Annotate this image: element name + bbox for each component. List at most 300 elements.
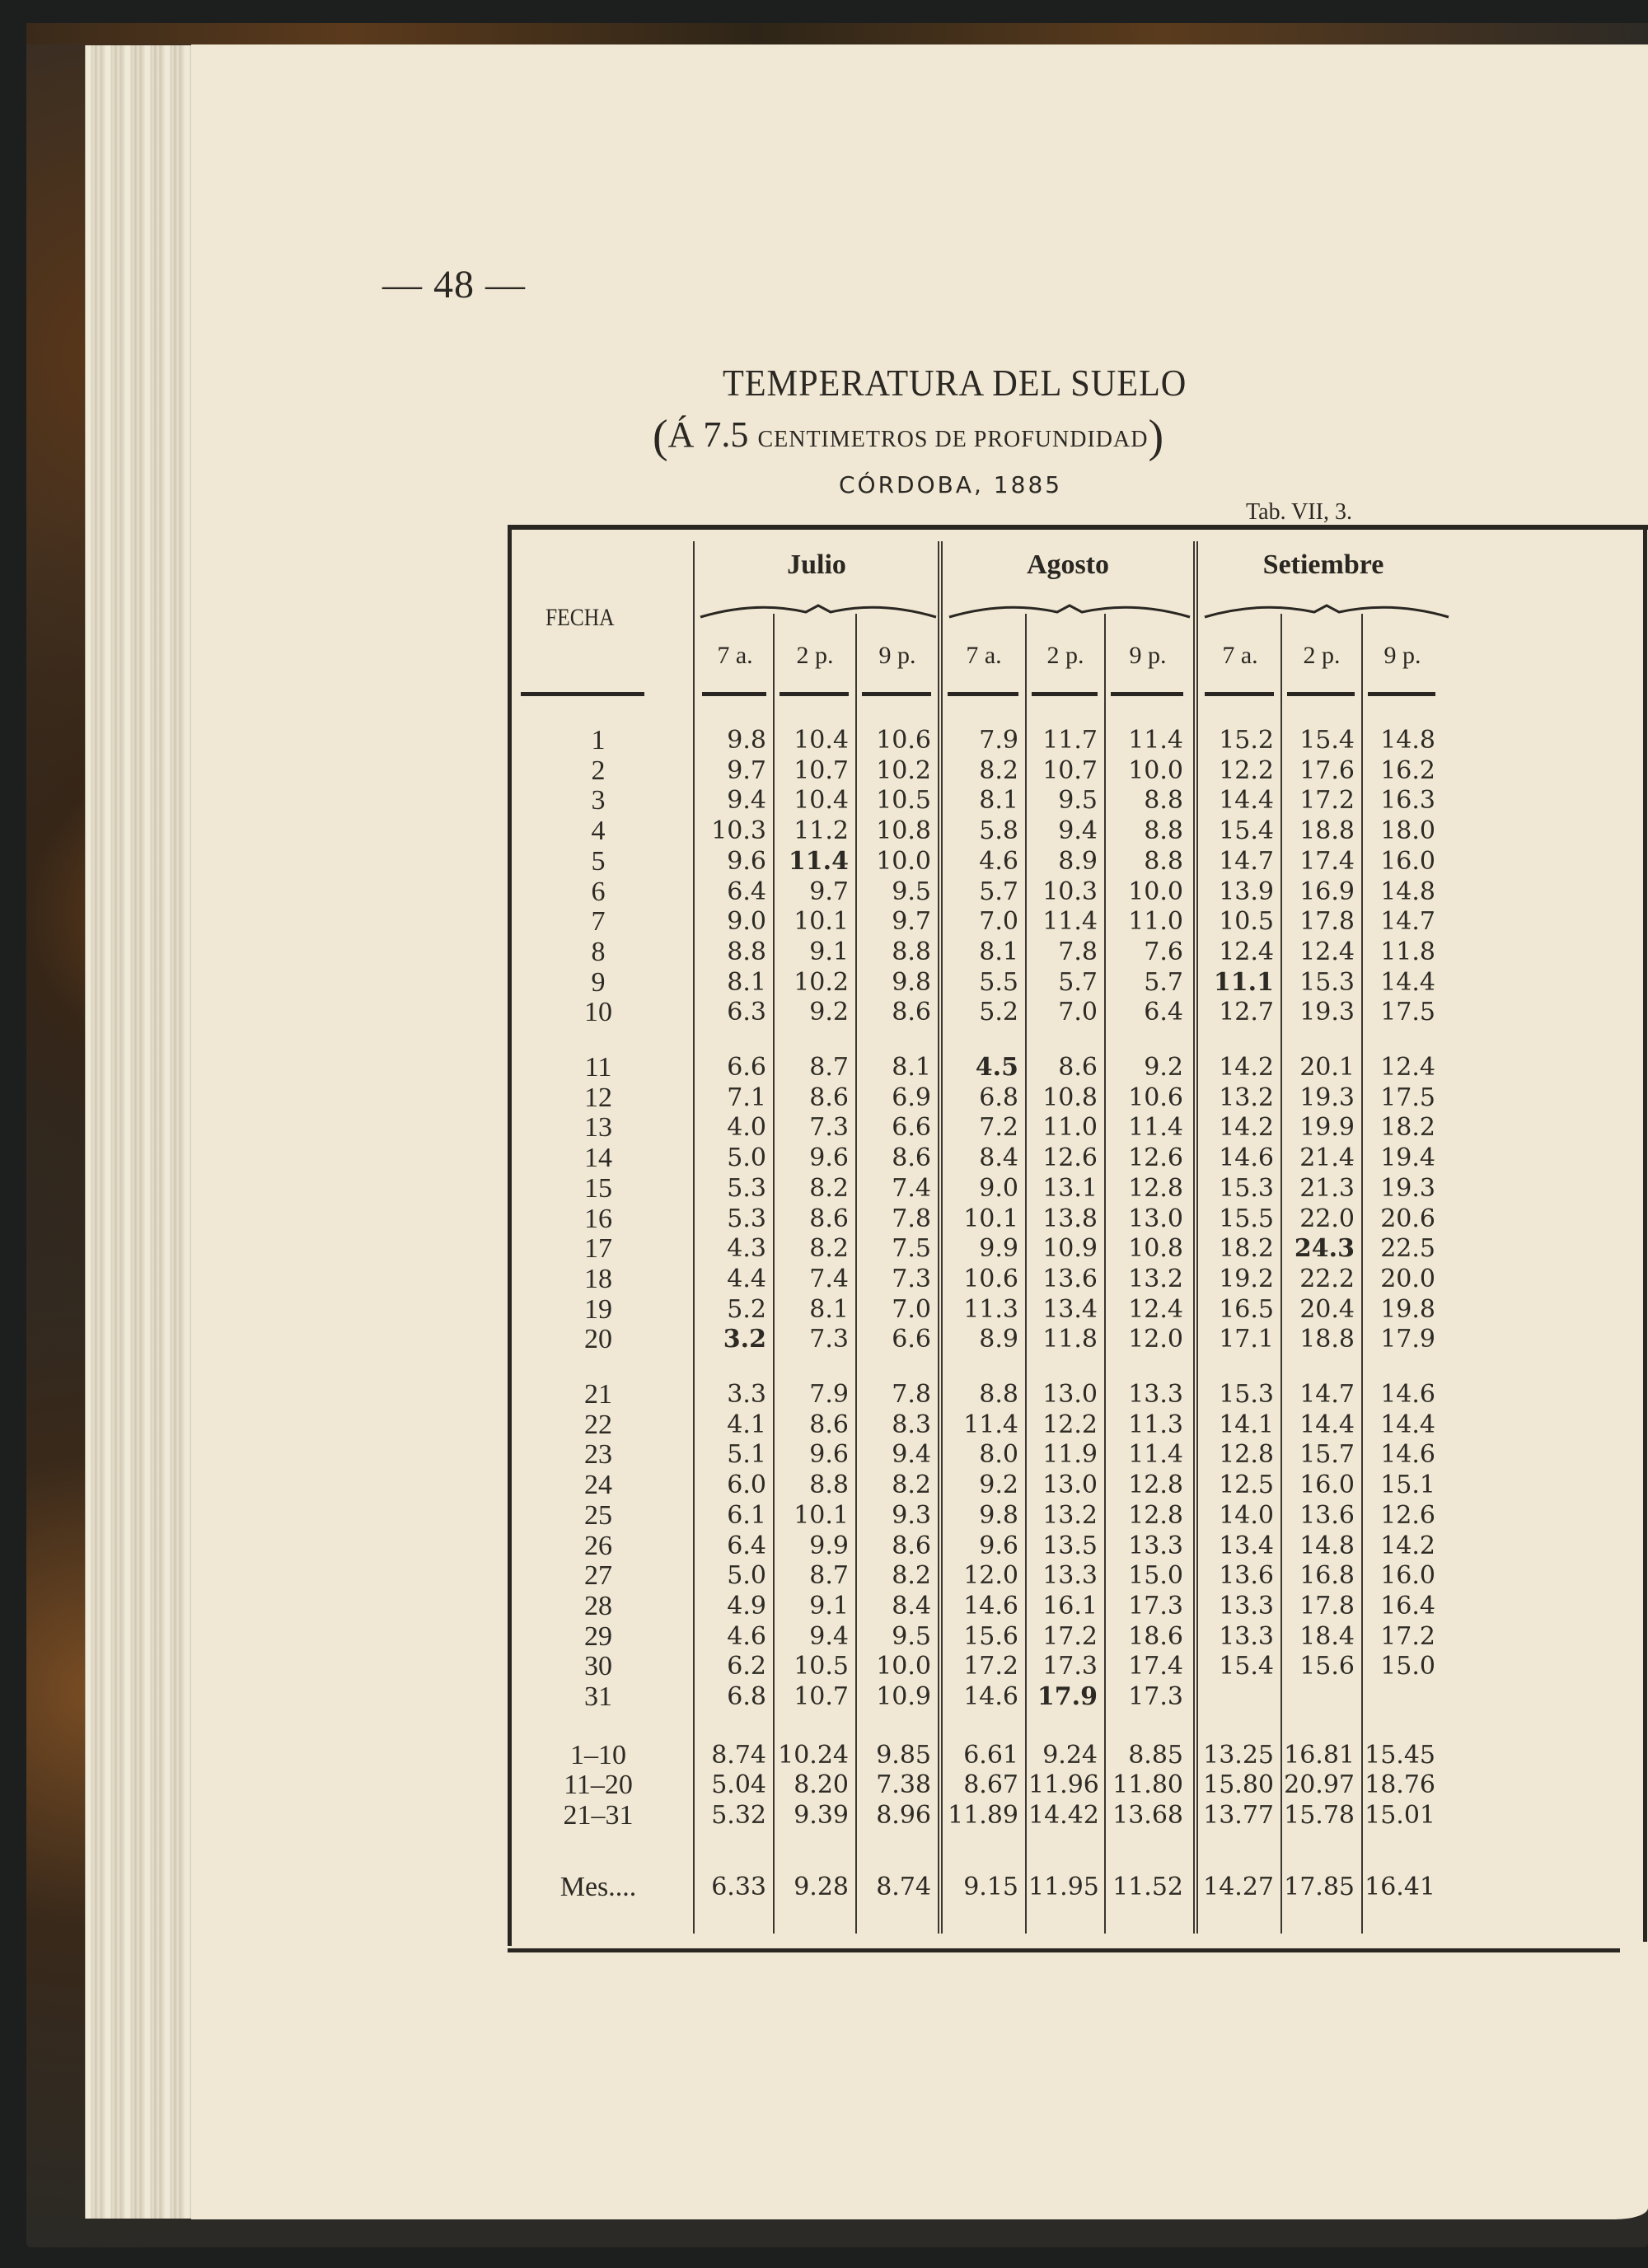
temperature-cell: 10.5: [794, 1652, 849, 1681]
date-cell: Mes....: [559, 1871, 637, 1902]
temperature-cell: 13.0: [1042, 1380, 1098, 1409]
date-cell: 10: [584, 997, 612, 1028]
temperature-cell: 7.4: [809, 1264, 849, 1293]
temperature-cell: 14.4: [1219, 786, 1274, 816]
table-row: [508, 1174, 1648, 1204]
month-mean-row: [508, 1873, 1648, 1902]
page-block-edges: [85, 45, 193, 2219]
temperature-cell: 8.96: [876, 1801, 931, 1831]
temperature-cell: 21.4: [1299, 1143, 1355, 1173]
date-cell: 26: [584, 1530, 612, 1561]
temperature-cell: 8.85: [1128, 1740, 1183, 1770]
temperature-cell: 11.95: [1028, 1872, 1099, 1901]
temperature-cell: 12.5: [1219, 1471, 1274, 1500]
table-row: [508, 1083, 1648, 1113]
temperature-cell: 14.2: [1380, 1531, 1435, 1560]
temperature-cell: 13.4: [1219, 1531, 1274, 1560]
time-column-header: 9 p.: [1129, 642, 1167, 669]
temperature-cell: 11.9: [1042, 1440, 1098, 1470]
temperature-cell: 13.3: [1219, 1621, 1274, 1651]
temperature-cell: 8.2: [809, 1173, 849, 1203]
temperature-cell: 7.5: [892, 1234, 931, 1264]
temperature-cell: 5.7: [1144, 967, 1183, 997]
temperature-cell: 13.2: [1128, 1264, 1183, 1293]
temperature-cell: 24.3: [1294, 1234, 1355, 1264]
temperature-cell: 13.3: [1128, 1380, 1183, 1409]
date-cell: 4: [591, 816, 606, 847]
temperature-cell: 12.2: [1219, 755, 1274, 785]
temperature-cell: 7.8: [892, 1380, 931, 1409]
temperature-cell: 15.80: [1203, 1770, 1274, 1800]
page-subtitle: (Á 7.5 CENTIMETROS DE PROFUNDIDAD): [653, 411, 1164, 462]
date-cell: 1: [591, 725, 606, 755]
temperature-cell: 8.8: [892, 937, 931, 966]
temperature-cell: 9.2: [979, 1471, 1018, 1500]
temperature-cell: 17.3: [1128, 1591, 1183, 1620]
brace-icon: [1203, 601, 1450, 620]
table-row: [508, 1440, 1648, 1470]
temperature-cell: 9.6: [727, 846, 766, 876]
temperature-cell: 5.7: [979, 877, 1018, 906]
temperature-cell: 8.9: [1058, 846, 1098, 876]
temperature-cell: 10.6: [876, 726, 931, 755]
temperature-cell: 20.97: [1284, 1770, 1355, 1800]
date-cell: 30: [584, 1651, 612, 1682]
temperature-cell: 8.2: [892, 1471, 931, 1500]
temperature-cell: 10.7: [794, 755, 849, 785]
table-row: [508, 1380, 1648, 1410]
temperature-cell: 8.8: [1144, 846, 1183, 876]
temperature-table: [508, 525, 1648, 1962]
table-row: [508, 1561, 1648, 1591]
header-rule: [780, 692, 849, 696]
temperature-cell: 11.4: [1128, 726, 1183, 755]
temperature-cell: 13.6: [1219, 1561, 1274, 1591]
temperature-cell: 10.9: [876, 1682, 931, 1711]
temperature-cell: 15.3: [1219, 1173, 1274, 1203]
header-rule: [1111, 692, 1183, 696]
temperature-cell: 9.8: [892, 967, 931, 997]
temperature-cell: 9.4: [892, 1440, 931, 1470]
temperature-cell: 10.0: [1128, 755, 1183, 785]
temperature-cell: 12.7: [1219, 998, 1274, 1027]
temperature-cell: 15.3: [1299, 967, 1355, 997]
table-row: [508, 847, 1648, 877]
temperature-cell: 3.3: [727, 1380, 766, 1409]
temperature-cell: 19.3: [1299, 998, 1355, 1027]
temperature-cell: 7.0: [892, 1294, 931, 1324]
table-row: [508, 907, 1648, 937]
date-cell: 6: [591, 876, 606, 907]
month-header-julio: Julio: [787, 549, 846, 580]
book-page: [191, 44, 1648, 2219]
table-row: [508, 1053, 1648, 1083]
temperature-cell: 9.85: [876, 1740, 931, 1770]
temperature-cell: 9.6: [809, 1440, 849, 1470]
temperature-cell: 10.7: [794, 1682, 849, 1711]
date-cell: 8: [591, 936, 606, 967]
table-row: [508, 1682, 1648, 1712]
temperature-cell: 11.8: [1042, 1325, 1098, 1354]
temperature-cell: 3.2: [723, 1325, 766, 1354]
temperature-cell: 9.6: [979, 1531, 1018, 1560]
temperature-cell: 9.0: [979, 1173, 1018, 1203]
temperature-cell: 10.0: [876, 846, 931, 876]
temperature-cell: 8.6: [809, 1410, 849, 1439]
temperature-cell: 10.0: [1128, 877, 1183, 906]
temperature-cell: 13.3: [1042, 1561, 1098, 1591]
table-row: [508, 1471, 1648, 1500]
temperature-cell: 9.4: [809, 1621, 849, 1651]
temperature-cell: 6.2: [727, 1652, 766, 1681]
temperature-cell: 9.7: [809, 877, 849, 906]
temperature-cell: 7.9: [979, 726, 1018, 755]
temperature-cell: 13.2: [1042, 1500, 1098, 1530]
temperature-cell: 17.2: [963, 1652, 1018, 1681]
temperature-cell: 8.0: [979, 1440, 1018, 1470]
temperature-cell: 8.2: [979, 755, 1018, 785]
temperature-cell: 14.4: [1299, 1410, 1355, 1439]
date-cell: 16: [584, 1203, 612, 1234]
table-row: [508, 1652, 1648, 1681]
table-row: [508, 726, 1648, 755]
temperature-cell: 15.01: [1365, 1801, 1435, 1831]
temperature-cell: 9.4: [727, 786, 766, 816]
temperature-cell: 11.8: [1380, 937, 1435, 966]
temperature-cell: 19.4: [1380, 1143, 1435, 1173]
temperature-cell: 7.8: [892, 1204, 931, 1233]
table-row: [508, 968, 1648, 998]
date-cell: 18: [584, 1263, 612, 1294]
temperature-cell: 6.33: [711, 1872, 766, 1901]
temperature-cell: 17.5: [1380, 1083, 1435, 1112]
table-row: [508, 1143, 1648, 1173]
temperature-cell: 5.2: [727, 1294, 766, 1324]
temperature-cell: 15.4: [1299, 726, 1355, 755]
temperature-cell: 7.3: [892, 1264, 931, 1293]
temperature-cell: 11.4: [788, 846, 849, 876]
temperature-cell: 6.1: [727, 1500, 766, 1530]
time-column-header: 2 p.: [1046, 642, 1084, 669]
date-cell: 23: [584, 1439, 612, 1471]
temperature-cell: 6.6: [892, 1113, 931, 1143]
temperature-cell: 10.6: [1128, 1083, 1183, 1112]
temperature-cell: 13.2: [1219, 1083, 1274, 1112]
temperature-cell: 11.7: [1042, 726, 1098, 755]
page-number: — 48 —: [382, 263, 526, 306]
table-row: [508, 1265, 1648, 1294]
temperature-cell: 9.5: [1058, 786, 1098, 816]
table-bottom-rule: [508, 1948, 1620, 1952]
table-row: [508, 786, 1648, 816]
temperature-cell: 11.0: [1042, 1113, 1098, 1143]
temperature-cell: 12.4: [1299, 937, 1355, 966]
brace-icon: [699, 601, 938, 620]
time-column-header: 7 a.: [1222, 642, 1258, 669]
temperature-cell: 13.0: [1128, 1204, 1183, 1233]
temperature-cell: 9.5: [892, 1621, 931, 1651]
temperature-cell: 7.0: [979, 907, 1018, 937]
table-row: [508, 816, 1648, 846]
date-cell: 28: [584, 1590, 612, 1621]
temperature-cell: 8.1: [979, 786, 1018, 816]
temperature-cell: 15.0: [1380, 1652, 1435, 1681]
temperature-cell: 7.38: [876, 1770, 931, 1800]
temperature-cell: 7.3: [809, 1113, 849, 1143]
temperature-cell: 6.4: [1144, 998, 1183, 1027]
temperature-cell: 10.8: [1128, 1234, 1183, 1264]
temperature-cell: 18.8: [1299, 816, 1355, 846]
table-row: [508, 756, 1648, 786]
temperature-cell: 8.4: [979, 1143, 1018, 1173]
temperature-cell: 13.0: [1042, 1471, 1098, 1500]
temperature-cell: 8.8: [809, 1471, 849, 1500]
temperature-cell: 17.8: [1299, 907, 1355, 937]
decade-average-row: [508, 1801, 1648, 1831]
date-cell: 22: [584, 1409, 612, 1440]
temperature-cell: 14.42: [1028, 1801, 1099, 1831]
temperature-cell: 13.25: [1203, 1740, 1274, 1770]
date-cell: 14: [584, 1143, 612, 1174]
date-cell: 27: [584, 1560, 612, 1592]
temperature-cell: 13.1: [1042, 1173, 1098, 1203]
temperature-cell: 16.2: [1380, 755, 1435, 785]
temperature-cell: 9.24: [1042, 1740, 1098, 1770]
temperature-cell: 9.7: [892, 907, 931, 937]
table-row: [508, 1113, 1648, 1143]
temperature-cell: 11.3: [963, 1294, 1018, 1324]
temperature-cell: 11.2: [794, 816, 849, 846]
date-cell: 29: [584, 1620, 612, 1652]
temperature-cell: 8.6: [892, 1531, 931, 1560]
temperature-cell: 11.4: [1042, 907, 1098, 937]
decade-average-row: [508, 1770, 1648, 1800]
date-cell: 2: [591, 755, 606, 786]
temperature-cell: 17.6: [1299, 755, 1355, 785]
temperature-cell: 4.3: [727, 1234, 766, 1264]
temperature-cell: 10.5: [1219, 907, 1274, 937]
temperature-cell: 8.6: [809, 1083, 849, 1112]
temperature-cell: 15.3: [1219, 1380, 1274, 1409]
temperature-cell: 10.1: [794, 1500, 849, 1530]
temperature-cell: 13.5: [1042, 1531, 1098, 1560]
month-header-agosto: Agosto: [1026, 549, 1110, 580]
temperature-cell: 12.8: [1128, 1173, 1183, 1203]
temperature-cell: 8.6: [809, 1204, 849, 1233]
decade-average-row: [508, 1741, 1648, 1770]
temperature-cell: 5.32: [711, 1801, 766, 1831]
header-rule: [521, 692, 644, 696]
table-row: [508, 938, 1648, 967]
temperature-cell: 13.77: [1203, 1801, 1274, 1831]
temperature-cell: 10.0: [876, 1652, 931, 1681]
temperature-cell: 9.1: [809, 937, 849, 966]
date-cell: 3: [591, 785, 606, 816]
temperature-cell: 22.2: [1299, 1264, 1355, 1293]
temperature-cell: 9.0: [727, 907, 766, 937]
table-row: [508, 1501, 1648, 1531]
temperature-cell: 10.2: [794, 967, 849, 997]
temperature-cell: 21.3: [1299, 1173, 1355, 1203]
table-row: [508, 1531, 1648, 1561]
time-column-header: 2 p.: [796, 642, 834, 669]
date-cell: 19: [584, 1293, 612, 1325]
month-header-setiembre: Setiembre: [1262, 549, 1384, 580]
temperature-cell: 16.81: [1284, 1740, 1355, 1770]
temperature-cell: 5.5: [979, 967, 1018, 997]
temperature-cell: 6.4: [727, 1531, 766, 1560]
temperature-cell: 4.6: [727, 1621, 766, 1651]
temperature-cell: 18.8: [1299, 1325, 1355, 1354]
temperature-cell: 11.80: [1112, 1770, 1183, 1800]
temperature-cell: 11.4: [963, 1410, 1018, 1439]
temperature-cell: 22.5: [1380, 1234, 1435, 1264]
temperature-cell: 15.5: [1219, 1204, 1274, 1233]
temperature-cell: 8.7: [809, 1561, 849, 1591]
temperature-cell: 10.6: [963, 1264, 1018, 1293]
temperature-cell: 7.6: [1144, 937, 1183, 966]
temperature-cell: 14.1: [1219, 1410, 1274, 1439]
date-cell: 21: [584, 1379, 612, 1410]
temperature-cell: 5.2: [979, 998, 1018, 1027]
temperature-cell: 17.5: [1380, 998, 1435, 1027]
temperature-cell: 7.3: [809, 1325, 849, 1354]
temperature-cell: 19.9: [1299, 1113, 1355, 1143]
temperature-cell: 5.8: [979, 816, 1018, 846]
temperature-cell: 4.4: [727, 1264, 766, 1293]
temperature-cell: 5.7: [1058, 967, 1098, 997]
date-cell: 21–31: [563, 1800, 634, 1831]
temperature-cell: 4.1: [727, 1410, 766, 1439]
temperature-cell: 20.6: [1380, 1204, 1435, 1233]
temperature-cell: 8.2: [892, 1561, 931, 1591]
temperature-cell: 14.7: [1299, 1380, 1355, 1409]
temperature-cell: 17.2: [1042, 1621, 1098, 1651]
temperature-cell: 7.9: [809, 1380, 849, 1409]
temperature-cell: 12.0: [1128, 1325, 1183, 1354]
temperature-cell: 8.74: [711, 1740, 766, 1770]
subtitle-depth: Á 7.5: [667, 414, 749, 455]
table-top-rule: [508, 525, 1648, 530]
temperature-cell: 9.2: [1144, 1053, 1183, 1082]
temperature-cell: 17.8: [1299, 1591, 1355, 1620]
temperature-cell: 16.9: [1299, 877, 1355, 906]
header-rule: [702, 692, 766, 696]
temperature-cell: 8.8: [979, 1380, 1018, 1409]
temperature-cell: 17.1: [1219, 1325, 1274, 1354]
date-cell: 13: [584, 1112, 612, 1143]
table-row: [508, 1325, 1648, 1354]
temperature-cell: 10.5: [876, 786, 931, 816]
temperature-cell: 14.8: [1299, 1531, 1355, 1560]
temperature-cell: 15.6: [1299, 1652, 1355, 1681]
temperature-cell: 10.1: [794, 907, 849, 937]
temperature-cell: 6.8: [727, 1682, 766, 1711]
temperature-cell: 8.8: [727, 937, 766, 966]
header-rule: [1205, 692, 1274, 696]
temperature-cell: 8.8: [1144, 816, 1183, 846]
time-column-header: 7 a.: [717, 642, 753, 669]
table-reference: Tab. VII, 3.: [1246, 499, 1352, 525]
temperature-cell: 10.9: [1042, 1234, 1098, 1264]
date-cell: 7: [591, 906, 606, 938]
temperature-cell: 17.4: [1299, 846, 1355, 876]
temperature-cell: 5.0: [727, 1561, 766, 1591]
temperature-cell: 6.9: [892, 1083, 931, 1112]
date-cell: 31: [584, 1681, 612, 1712]
temperature-cell: 14.6: [1219, 1143, 1274, 1173]
temperature-cell: 16.0: [1380, 846, 1435, 876]
temperature-cell: 9.39: [794, 1801, 849, 1831]
temperature-cell: 12.2: [1042, 1410, 1098, 1439]
temperature-cell: 11.1: [1213, 967, 1274, 997]
temperature-cell: 13.3: [1128, 1531, 1183, 1560]
temperature-cell: 19.3: [1299, 1083, 1355, 1112]
temperature-cell: 10.1: [963, 1204, 1018, 1233]
temperature-cell: 16.0: [1380, 1561, 1435, 1591]
temperature-cell: 13.68: [1112, 1801, 1183, 1831]
temperature-cell: 15.2: [1219, 726, 1274, 755]
temperature-cell: 8.3: [892, 1410, 931, 1439]
temperature-cell: 17.3: [1128, 1682, 1183, 1711]
temperature-cell: 11.4: [1128, 1113, 1183, 1143]
temperature-cell: 12.6: [1128, 1143, 1183, 1173]
temperature-cell: 7.0: [1058, 998, 1098, 1027]
temperature-cell: 10.8: [1042, 1083, 1098, 1112]
temperature-cell: 15.4: [1219, 816, 1274, 846]
temperature-cell: 7.4: [892, 1173, 931, 1203]
temperature-cell: 11.89: [948, 1801, 1018, 1831]
temperature-cell: 20.0: [1380, 1264, 1435, 1293]
header-rule: [1287, 692, 1355, 696]
table-row: [508, 1622, 1648, 1652]
temperature-cell: 14.6: [963, 1591, 1018, 1620]
temperature-cell: 15.6: [963, 1621, 1018, 1651]
temperature-cell: 9.1: [809, 1591, 849, 1620]
temperature-cell: 8.1: [892, 1053, 931, 1082]
time-column-header: 7 a.: [966, 642, 1002, 669]
temperature-cell: 14.7: [1219, 846, 1274, 876]
temperature-cell: 13.4: [1042, 1294, 1098, 1324]
temperature-cell: 15.45: [1365, 1740, 1435, 1770]
place-year: CÓRDOBA, 1885: [839, 471, 1063, 498]
header-rule: [862, 692, 931, 696]
temperature-cell: 12.0: [963, 1561, 1018, 1591]
temperature-cell: 6.61: [963, 1740, 1018, 1770]
temperature-cell: 10.2: [876, 755, 931, 785]
temperature-cell: 16.8: [1299, 1561, 1355, 1591]
temperature-cell: 14.2: [1219, 1113, 1274, 1143]
temperature-cell: 6.4: [727, 877, 766, 906]
temperature-cell: 5.0: [727, 1143, 766, 1173]
temperature-cell: 7.2: [979, 1113, 1018, 1143]
temperature-cell: 11.4: [1128, 1440, 1183, 1470]
table-row: [508, 1204, 1648, 1234]
temperature-cell: 5.1: [727, 1440, 766, 1470]
temperature-cell: 8.6: [892, 998, 931, 1027]
temperature-cell: 13.6: [1042, 1264, 1098, 1293]
temperature-cell: 12.6: [1042, 1143, 1098, 1173]
temperature-cell: 10.7: [1042, 755, 1098, 785]
temperature-cell: 17.4: [1128, 1652, 1183, 1681]
temperature-cell: 12.4: [1380, 1053, 1435, 1082]
temperature-cell: 14.8: [1380, 877, 1435, 906]
time-column-header: 2 p.: [1303, 642, 1341, 669]
date-cell: 24: [584, 1470, 612, 1501]
temperature-cell: 15.78: [1284, 1801, 1355, 1831]
temperature-cell: 7.8: [1058, 937, 1098, 966]
table-row: [508, 1592, 1648, 1621]
